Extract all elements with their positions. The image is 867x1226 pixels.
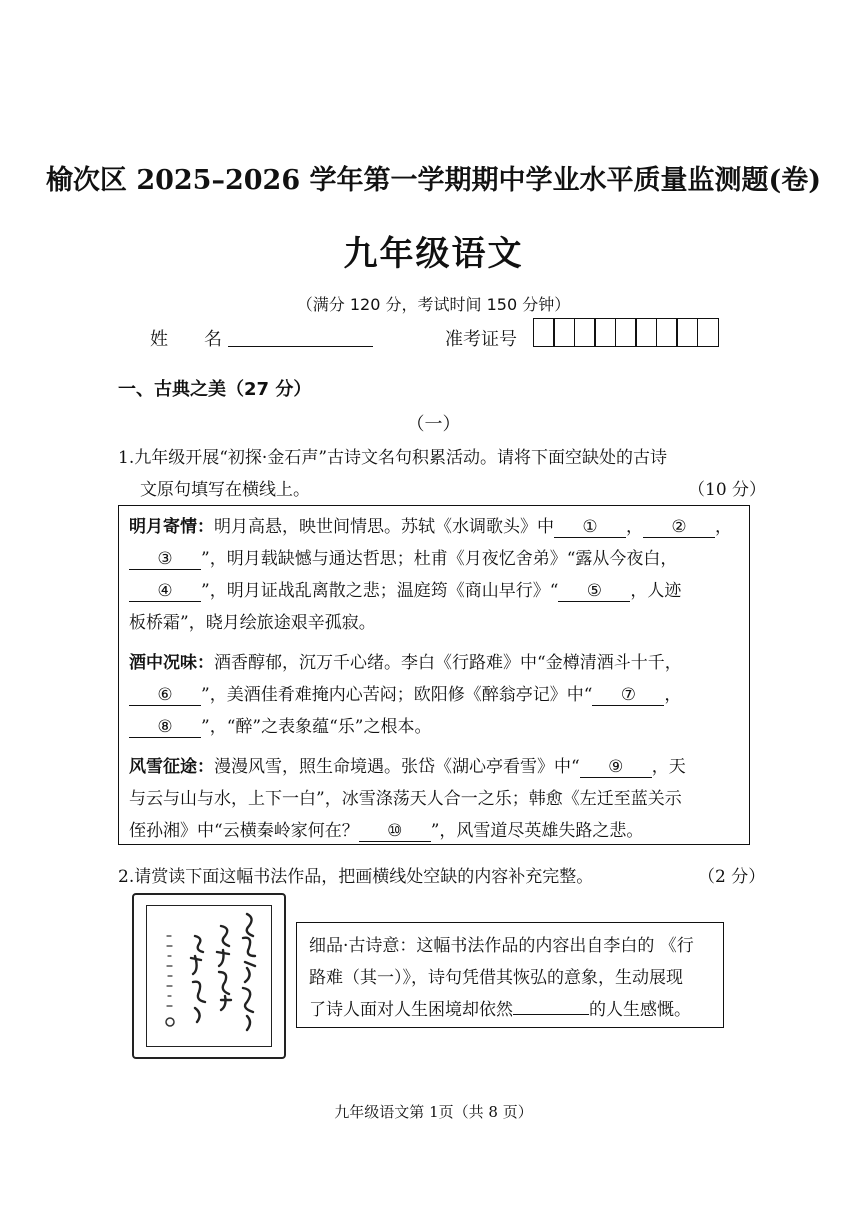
question-1-line2: 文原句填写在横线上。: [140, 480, 310, 500]
blank-1[interactable]: ①: [554, 517, 626, 538]
box1-line: ⑥ ”，美酒佳肴难掩内心苦闷；欧阳修《醉翁亭记》中“ ⑦ ，: [129, 680, 681, 706]
name-field[interactable]: [228, 346, 373, 347]
exam-id-boxes[interactable]: [534, 318, 719, 347]
box1-line: ⑧ ”，“醉”之表象蕴“乐”之根本。: [129, 712, 431, 738]
exam-id-box[interactable]: [615, 318, 637, 347]
section-heading: 一、古典之美（27 分）: [118, 379, 312, 400]
box2-line: 路难（其一）》，诗句凭借其恢弘的意象，生动展现: [309, 968, 683, 988]
blank-5[interactable]: ⑤: [558, 581, 630, 602]
name-label: 姓 名: [150, 329, 222, 350]
blank-6[interactable]: ⑥: [129, 685, 201, 706]
blank-2[interactable]: ②: [643, 517, 715, 538]
subject-title: 九年级语文: [343, 234, 524, 274]
blank-7[interactable]: ⑦: [592, 685, 664, 706]
question-2-box: [296, 922, 724, 1028]
wine-label: 酒中况味：: [129, 653, 214, 673]
blank-10[interactable]: ⑩: [359, 821, 431, 842]
exam-id-box[interactable]: [656, 318, 678, 347]
blank-9[interactable]: ⑨: [580, 757, 652, 778]
exam-id-box[interactable]: [676, 318, 698, 347]
blank-3[interactable]: ③: [129, 549, 201, 570]
question-1-score: （10 分）: [688, 480, 767, 500]
exam-id-box[interactable]: [594, 318, 616, 347]
exam-id-box[interactable]: [553, 318, 575, 347]
box2-line: 了诗人面对人生困境却依然 的人生感慨。: [309, 1000, 691, 1020]
box1-line: ④ ”，明月证战乱离散之悲；温庭筠《商山早行》“ ⑤ ，人迹: [129, 576, 681, 602]
moon-label: 明月寄情：: [129, 517, 214, 537]
blank-8[interactable]: ⑧: [129, 717, 201, 738]
calligraphy-strokes: [147, 906, 271, 1042]
page-footer: 九年级语文第 1页（共 8 页）: [334, 1103, 533, 1121]
sub-heading: （一）: [406, 414, 461, 435]
question-2: 2.请赏读下面这幅书法作品，把画横线处空缺的内容补充完整。: [118, 867, 594, 887]
box2-line: 细品·古诗意：这幅书法作品的内容出自李白的 《行: [309, 936, 694, 956]
blank-4[interactable]: ④: [129, 581, 201, 602]
box1-line: 侄孙湘》中“云横秦岭家何在？ ⑩ ”，风雪道尽英雄失路之悲。: [129, 821, 644, 841]
exam-id-box[interactable]: [574, 318, 596, 347]
question-1-box: [118, 505, 750, 845]
box1-line: 明月寄情：明月高悬，映世间情思。苏轼《水调歌头》中 ① ， ② ，: [129, 517, 732, 537]
box1-line: 酒中况味：酒香醇郁，沉万千心绪。李白《行路难》中“金樽清酒斗十千，: [129, 653, 682, 673]
box1-line: ③ ”，明月载缺憾与通达哲思；杜甫《月夜忆舍弟》“露从今夜白，: [129, 544, 677, 570]
box1-line: 与云与山与水，上下一白”，冰雪涤荡天人合一之乐；韩愈《左迁至蓝关示: [129, 789, 682, 809]
box1-line: 板桥霜”，晓月绘旅途艰辛孤寂。: [129, 613, 376, 633]
snow-label: 风雪征途：: [129, 757, 214, 777]
question-2-score: （2 分）: [698, 867, 766, 887]
exam-id-box[interactable]: [635, 318, 657, 347]
calligraphy-image: [132, 893, 286, 1059]
exam-title: 榆次区 2025–2026 学年第一学期期中学业水平质量监测题(卷): [45, 165, 822, 196]
answer-blank[interactable]: [513, 1014, 589, 1015]
exam-id-box[interactable]: [697, 318, 719, 347]
exam-id-label: 准考证号: [445, 329, 517, 350]
box1-line: 风雪征途：漫漫风雪，照生命境遇。张岱《湖心亭看雪》中“ ⑨ ，天: [129, 757, 686, 777]
question-1-line1: 1.九年级开展“初探·金石声”古诗文名句积累活动。请将下面空缺处的古诗: [118, 448, 668, 468]
exam-id-box[interactable]: [533, 318, 555, 347]
exam-meta: （满分 120 分，考试时间 150 分钟）: [296, 295, 571, 314]
